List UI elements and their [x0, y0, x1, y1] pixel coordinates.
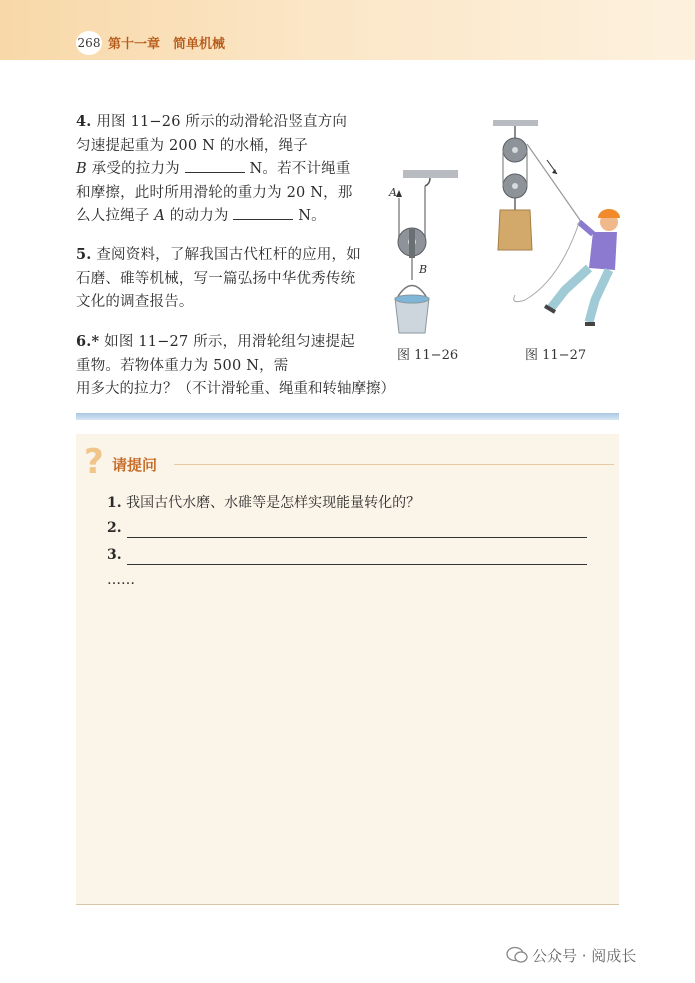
wechat-icon [506, 946, 528, 964]
figure-11-26 [385, 168, 465, 343]
figure-11-27 [485, 110, 625, 340]
ask-item-2 [107, 520, 122, 536]
figure-11-26-caption: 图 11−26 [397, 348, 459, 363]
question-6-number: 6.* [76, 333, 100, 350]
ask-title: 请提问 [112, 456, 158, 474]
question-4-number: 4. [76, 113, 92, 130]
question-5-text: 查阅资料，了解我国古代杠杆的应用，如石磨、碓等机械，写一篇弘扬中华优秀传统文化的调查报告。 [76, 247, 361, 310]
ask-item-1 [107, 492, 420, 512]
question-6-text: 如图 11−27 所示，用滑轮组匀速提起重物。若物体重力为 500 N，需 [76, 334, 355, 374]
var-a: A [154, 208, 165, 224]
question-6 [76, 330, 361, 378]
question-5 [76, 243, 361, 315]
pull-rope [527, 144, 580, 220]
question-4-text-unit2: N。 [298, 208, 326, 224]
ask-question-section [76, 434, 619, 905]
person-body [589, 232, 617, 270]
bucket-water [395, 295, 429, 303]
arrow-down-icon [552, 169, 557, 174]
question-6-last-line: 用多大的拉力？（不计滑轮重、绳重和转轴摩擦） [76, 381, 395, 397]
var-b: B [76, 161, 87, 177]
ask-item-2-line[interactable] [127, 537, 587, 538]
chapter-title: 第十一章 简单机械 [108, 37, 226, 52]
question-4-text-part2: 承受的拉力为 [91, 161, 180, 177]
ask-item-1-text: 我国古代水磨、水碓等是怎样实现能量转化的？ [126, 495, 421, 511]
answer-blank-2[interactable] [233, 205, 293, 220]
page-number: 268 [76, 31, 102, 55]
label-a: A [389, 186, 397, 199]
weight-block [498, 210, 532, 250]
question-5-number: 5. [76, 246, 92, 263]
title-rule [174, 464, 614, 465]
pulley-frame [409, 228, 415, 258]
person-leg-left [551, 268, 589, 308]
ceiling-beam [493, 120, 538, 126]
ask-item-1-number: 1. [107, 495, 122, 511]
question-4-text-part1: 用图 11−26 所示的动滑轮沿竖直方向匀速提起重为 200 N 的水桶，绳子 [76, 114, 348, 154]
section-divider [76, 413, 619, 420]
question-4-text-part3: 的动力为 [169, 208, 229, 224]
figure-11-27-caption: 图 11−27 [525, 348, 587, 363]
ask-ellipsis: …… [107, 572, 135, 588]
ask-item-3 [107, 547, 122, 563]
person-leg-right [589, 270, 609, 322]
ask-item-2-number: 2. [107, 520, 122, 536]
question-mark-icon: ? [84, 442, 104, 482]
page-header [0, 0, 695, 60]
question-4-text-unit1: N。若不计绳重和摩擦，此时所用滑轮的重力为 20 N，那么人拉绳子 [76, 161, 353, 224]
ceiling-beam [403, 170, 458, 178]
label-b: B [419, 263, 428, 276]
watermark-text: 公众号 · 阅成长 [532, 947, 637, 965]
ceiling-hook [425, 178, 430, 186]
question-4 [76, 110, 361, 229]
helmet [598, 209, 620, 218]
ask-item-3-number: 3. [107, 547, 122, 563]
answer-blank-1[interactable] [185, 158, 245, 173]
ask-item-3-line[interactable] [127, 564, 587, 565]
